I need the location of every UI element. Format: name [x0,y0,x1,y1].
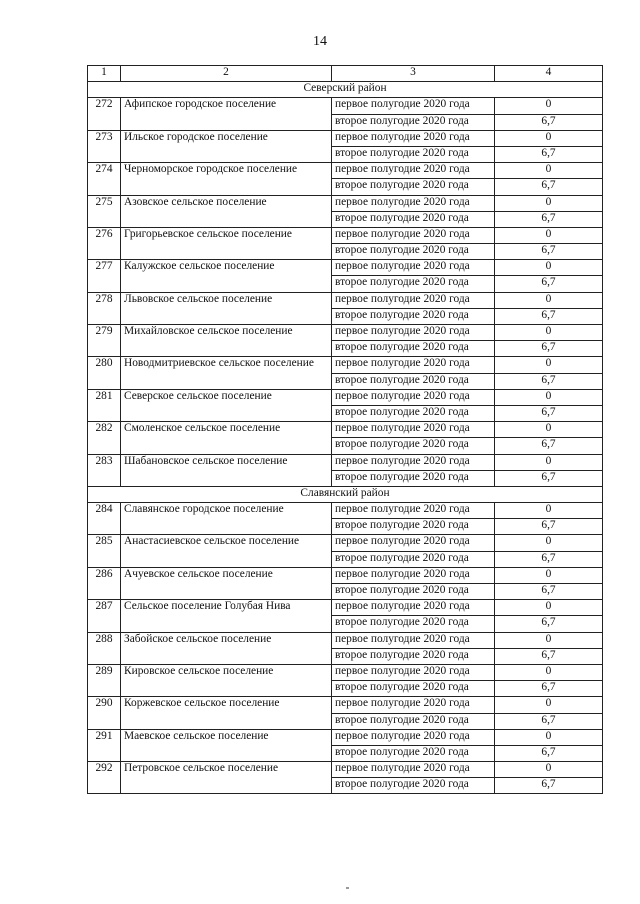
value-first-half: 0 [495,227,603,243]
table-row [88,98,603,114]
value-first-half: 0 [495,130,603,146]
value-second-half: 6,7 [495,146,603,162]
row-number: 288 [88,632,121,664]
value-second-half: 6,7 [495,373,603,389]
value-first-half: 0 [495,600,603,616]
settlement-name: Афипское городское поселение [121,98,332,130]
period-second-half: второе полугодие 2020 года [332,681,495,697]
table-row [88,292,603,308]
settlement-name: Черноморское городское поселение [121,163,332,195]
region-title: Славянский район [88,486,603,502]
value-second-half: 6,7 [495,341,603,357]
table-row [88,697,603,713]
value-second-half: 6,7 [495,276,603,292]
value-first-half: 0 [495,535,603,551]
table-row [88,357,603,373]
settlement-name: Коржевское сельское поселение [121,697,332,729]
value-second-half: 6,7 [495,244,603,260]
period-second-half: второе полугодие 2020 года [332,584,495,600]
settlement-name: Шабановское сельское поселение [121,454,332,486]
value-first-half: 0 [495,389,603,405]
period-first-half: первое полугодие 2020 года [332,503,495,519]
table-row [88,729,603,745]
value-first-half: 0 [495,98,603,114]
column-header-2: 2 [121,66,332,82]
period-first-half: первое полугодие 2020 года [332,697,495,713]
value-first-half: 0 [495,195,603,211]
value-first-half: 0 [495,729,603,745]
column-header-1: 1 [88,66,121,82]
region-header-row [88,486,603,502]
settlement-name: Анастасиевское сельское поселение [121,535,332,567]
settlements-table [87,65,603,794]
table-row [88,664,603,680]
period-first-half: первое полугодие 2020 года [332,195,495,211]
period-second-half: второе полугодие 2020 года [332,438,495,454]
value-second-half: 6,7 [495,778,603,794]
row-number: 281 [88,389,121,421]
row-number: 287 [88,600,121,632]
period-first-half: первое полугодие 2020 года [332,357,495,373]
value-second-half: 6,7 [495,211,603,227]
settlement-name: Сельское поселение Голубая Нива [121,600,332,632]
row-number: 275 [88,195,121,227]
table-row [88,454,603,470]
period-second-half: второе полугодие 2020 года [332,211,495,227]
row-number: 282 [88,422,121,454]
row-number: 280 [88,357,121,389]
period-first-half: первое полугодие 2020 года [332,567,495,583]
row-number: 272 [88,98,121,130]
row-number: 290 [88,697,121,729]
table-row [88,260,603,276]
table-row [88,195,603,211]
settlement-name: Северское сельское поселение [121,389,332,421]
value-first-half: 0 [495,260,603,276]
value-first-half: 0 [495,454,603,470]
value-first-half: 0 [495,325,603,341]
period-second-half: второе полугодие 2020 года [332,778,495,794]
row-number: 276 [88,227,121,259]
period-second-half: второе полугодие 2020 года [332,616,495,632]
settlement-name: Смоленское сельское поселение [121,422,332,454]
region-header-row [88,82,603,98]
period-first-half: первое полугодие 2020 года [332,227,495,243]
value-first-half: 0 [495,292,603,308]
settlement-name: Забойское сельское поселение [121,632,332,664]
scan-mark [346,887,349,889]
value-first-half: 0 [495,503,603,519]
value-first-half: 0 [495,567,603,583]
period-second-half: второе полугодие 2020 года [332,373,495,389]
table-row [88,325,603,341]
row-number: 277 [88,260,121,292]
value-second-half: 6,7 [495,519,603,535]
table-row [88,762,603,778]
row-number: 284 [88,503,121,535]
row-number: 291 [88,729,121,761]
settlement-name: Ильское городское поселение [121,130,332,162]
period-second-half: второе полугодие 2020 года [332,146,495,162]
period-second-half: второе полугодие 2020 года [332,470,495,486]
period-second-half: второе полугодие 2020 года [332,745,495,761]
row-number: 292 [88,762,121,794]
row-number: 279 [88,325,121,357]
value-first-half: 0 [495,664,603,680]
settlement-name: Азовское сельское поселение [121,195,332,227]
value-second-half: 6,7 [495,745,603,761]
period-second-half: второе полугодие 2020 года [332,519,495,535]
value-second-half: 6,7 [495,470,603,486]
period-second-half: второе полугодие 2020 года [332,308,495,324]
value-second-half: 6,7 [495,438,603,454]
period-first-half: первое полугодие 2020 года [332,389,495,405]
settlement-name: Григорьевское сельское поселение [121,227,332,259]
settlement-name: Калужское сельское поселение [121,260,332,292]
value-first-half: 0 [495,697,603,713]
period-second-half: второе полугодие 2020 года [332,114,495,130]
period-first-half: первое полугодие 2020 года [332,422,495,438]
period-second-half: второе полугодие 2020 года [332,405,495,421]
value-second-half: 6,7 [495,179,603,195]
period-first-half: первое полугодие 2020 года [332,600,495,616]
table-row [88,227,603,243]
settlement-name: Михайловское сельское поселение [121,325,332,357]
row-number: 283 [88,454,121,486]
value-second-half: 6,7 [495,584,603,600]
period-first-half: первое полугодие 2020 года [332,163,495,179]
settlement-name: Новодмитриевское сельское поселение [121,357,332,389]
page-number: 14 [313,34,327,49]
table-row [88,600,603,616]
table-row [88,632,603,648]
value-second-half: 6,7 [495,551,603,567]
settlement-name: Кировское сельское поселение [121,664,332,696]
table-row [88,389,603,405]
value-second-half: 6,7 [495,713,603,729]
period-second-half: второе полугодие 2020 года [332,551,495,567]
period-first-half: первое полугодие 2020 года [332,762,495,778]
row-number: 285 [88,535,121,567]
period-second-half: второе полугодие 2020 года [332,276,495,292]
table-header-row [88,66,603,82]
settlement-name: Ачуевское сельское поселение [121,567,332,599]
table-row [88,567,603,583]
region-title: Северский район [88,82,603,98]
period-first-half: первое полугодие 2020 года [332,664,495,680]
period-second-half: второе полугодие 2020 года [332,713,495,729]
value-second-half: 6,7 [495,681,603,697]
table-row [88,130,603,146]
column-header-3: 3 [332,66,495,82]
value-first-half: 0 [495,632,603,648]
table-row [88,503,603,519]
period-second-half: второе полугодие 2020 года [332,341,495,357]
period-first-half: первое полугодие 2020 года [332,454,495,470]
period-first-half: первое полугодие 2020 года [332,260,495,276]
value-first-half: 0 [495,357,603,373]
row-number: 273 [88,130,121,162]
row-number: 286 [88,567,121,599]
value-first-half: 0 [495,762,603,778]
value-second-half: 6,7 [495,308,603,324]
period-first-half: первое полугодие 2020 года [332,535,495,551]
period-second-half: второе полугодие 2020 года [332,648,495,664]
period-first-half: первое полугодие 2020 года [332,130,495,146]
settlement-name: Славянское городское поселение [121,503,332,535]
settlement-name: Маевское сельское поселение [121,729,332,761]
settlement-name: Львовское сельское поселение [121,292,332,324]
value-second-half: 6,7 [495,648,603,664]
settlement-name: Петровское сельское поселение [121,762,332,794]
period-second-half: второе полугодие 2020 года [332,179,495,195]
period-first-half: первое полугодие 2020 года [332,292,495,308]
row-number: 274 [88,163,121,195]
value-second-half: 6,7 [495,616,603,632]
row-number: 289 [88,664,121,696]
period-first-half: первое полугодие 2020 года [332,729,495,745]
table-row [88,535,603,551]
value-first-half: 0 [495,163,603,179]
table-body [88,66,603,794]
period-second-half: второе полугодие 2020 года [332,244,495,260]
row-number: 278 [88,292,121,324]
value-second-half: 6,7 [495,114,603,130]
value-second-half: 6,7 [495,405,603,421]
value-first-half: 0 [495,422,603,438]
period-first-half: первое полугодие 2020 года [332,632,495,648]
period-first-half: первое полугодие 2020 года [332,325,495,341]
period-first-half: первое полугодие 2020 года [332,98,495,114]
table-row [88,422,603,438]
column-header-4: 4 [495,66,603,82]
table-row [88,163,603,179]
